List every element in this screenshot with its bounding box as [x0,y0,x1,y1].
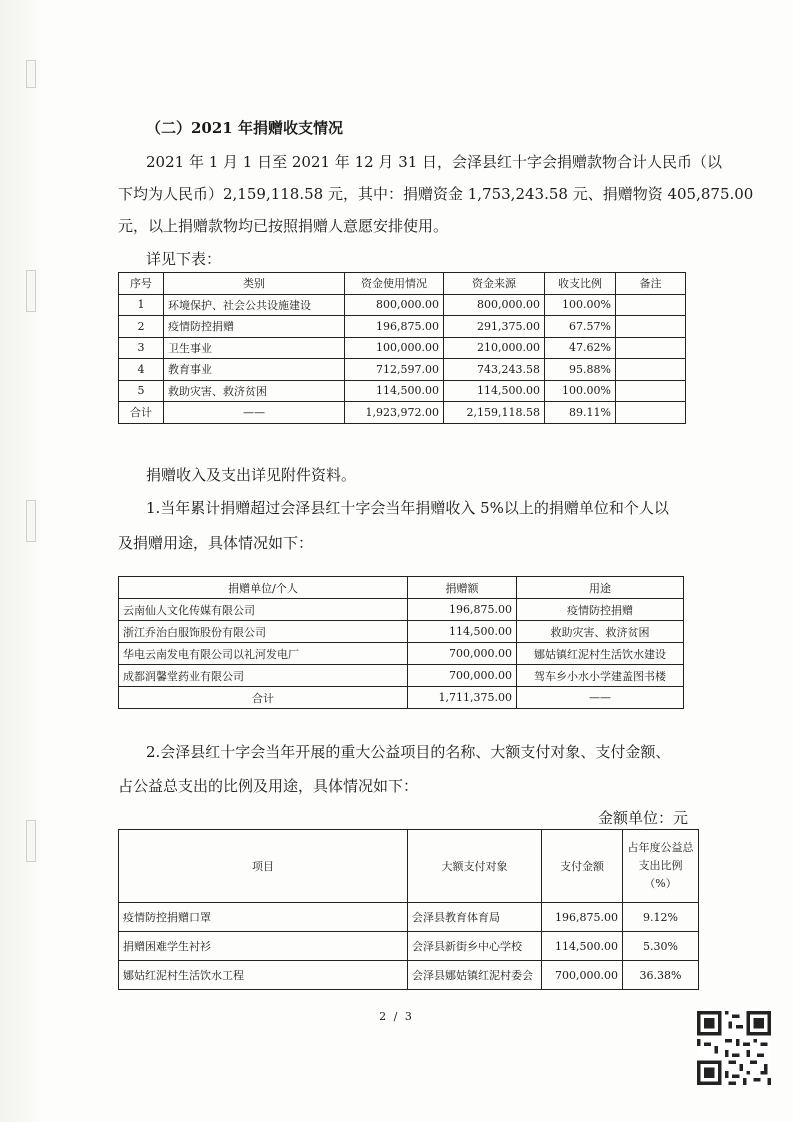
paragraph-line: 1.当年累计捐赠超过会泽县红十字会当年捐赠收入 5%以上的捐赠单位和个人以 [146,499,669,517]
table-row [119,665,684,687]
column-header: 用途 [517,577,684,599]
row-number: 2 [119,316,164,338]
column-header: 占年度公益总支出比例（%） [623,830,699,903]
project-cell: 捐赠困难学生衬衫 [119,932,408,961]
use-cell: 100,000.00 [345,337,444,359]
scan-margin [0,0,40,1122]
table-header-row [119,273,686,295]
paragraph-line: 元，以上捐赠款物均已按照捐赠人意愿安排使用。 [118,217,449,235]
paragraph-line: 及捐赠用途，具体情况如下： [118,534,314,552]
row-number: 3 [119,337,164,359]
ratio-cell: 100.00% [545,294,616,316]
purpose-cell: —— [517,687,684,709]
table-header-row [119,830,699,903]
ratio-cell: 100.00% [545,380,616,402]
paragraph-line: 占公益总支出的比例及用途，具体情况如下： [118,777,419,795]
amount-cell: 700,000.00 [408,665,517,687]
project-cell: 娜姑红泥村生活饮水工程 [119,961,408,990]
amount-cell: 196,875.00 [408,599,517,621]
unit-label: 金额单位：元 [598,809,689,827]
ratio-cell: 9.12% [623,903,699,932]
ratio-cell: 95.88% [545,359,616,381]
category-cell: —— [164,402,345,424]
donor-cell: 华电云南发电有限公司以礼河发电厂 [119,643,408,665]
purpose-cell: 驾车乡小水小学建盖图书楼 [517,665,684,687]
column-header: 收支比例 [545,273,616,295]
column-header: 备注 [616,273,686,295]
use-cell: 114,500.00 [345,380,444,402]
donation-summary-table [118,272,686,424]
column-header: 类别 [164,273,345,295]
note-cell [616,316,686,338]
amount-cell: 114,500.00 [542,932,623,961]
donor-cell: 浙江乔治白服饰股份有限公司 [119,621,408,643]
note-cell [616,294,686,316]
table-total-row [119,687,684,709]
table-row [119,294,686,316]
ratio-cell: 5.30% [623,932,699,961]
total-label: 合计 [119,687,408,709]
category-cell: 救助灾害、救济贫困 [164,380,345,402]
category-cell: 疫情防控捐赠 [164,316,345,338]
project-cell: 疫情防控捐赠口罩 [119,903,408,932]
table-row [119,932,699,961]
column-header: 序号 [119,273,164,295]
binding-hole-mark [26,820,36,862]
table-row [119,380,686,402]
amount-cell: 1,711,375.00 [408,687,517,709]
table-row [119,903,699,932]
column-header: 捐赠额 [408,577,517,599]
note-cell [616,380,686,402]
table-row [119,316,686,338]
page-number: 2 / 3 [379,1010,414,1023]
see-table-label: 详见下表： [146,250,222,268]
payee-cell: 会泽县新街乡中心学校 [408,932,542,961]
amount-cell: 114,500.00 [408,621,517,643]
attachment-note: 捐赠收入及支出详见附件资料。 [146,466,357,484]
row-number: 5 [119,380,164,402]
row-number: 4 [119,359,164,381]
source-cell: 210,000.00 [444,337,545,359]
note-cell [616,359,686,381]
ratio-cell: 47.62% [545,337,616,359]
source-cell: 800,000.00 [444,294,545,316]
category-cell: 教育事业 [164,359,345,381]
column-header: 支付金额 [542,830,623,903]
total-label: 合计 [119,402,164,424]
table-row [119,599,684,621]
source-cell: 743,243.58 [444,359,545,381]
column-header: 资金使用情况 [345,273,444,295]
table-row [119,337,686,359]
payee-cell: 会泽县娜姑镇红泥村委会 [408,961,542,990]
ratio-cell: 36.38% [623,961,699,990]
use-cell: 712,597.00 [345,359,444,381]
table-total-row [119,402,686,424]
amount-cell: 196,875.00 [542,903,623,932]
column-header: 项目 [119,830,408,903]
paragraph-line: 2.会泽县红十字会当年开展的重大公益项目的名称、大额支付对象、支付金额、 [146,743,671,761]
source-cell: 114,500.00 [444,380,545,402]
source-cell: 2,159,118.58 [444,402,545,424]
use-cell: 196,875.00 [345,316,444,338]
column-header: 大额支付对象 [408,830,542,903]
note-cell [616,337,686,359]
paragraph-line: 下均为人民币）2,159,118.58 元，其中：捐赠资金 1,753,243.58 元、捐赠物资 405,875.00 [118,185,754,203]
donor-cell: 云南仙人文化传媒有限公司 [119,599,408,621]
column-header: 资金来源 [444,273,545,295]
binding-hole-mark [26,60,36,88]
binding-hole-mark [26,270,36,312]
table-row [119,359,686,381]
payee-cell: 会泽县教育体育局 [408,903,542,932]
category-cell: 环境保护、社会公共设施建设 [164,294,345,316]
source-cell: 291,375.00 [444,316,545,338]
binding-hole-mark [26,500,36,542]
use-cell: 800,000.00 [345,294,444,316]
use-cell: 1,923,972.00 [345,402,444,424]
purpose-cell: 救助灾害、救济贫困 [517,621,684,643]
table-header-row [119,577,684,599]
qr-code-icon [697,1010,771,1086]
ratio-cell: 67.57% [545,316,616,338]
donor-cell: 成都润馨堂药业有限公司 [119,665,408,687]
purpose-cell: 疫情防控捐赠 [517,599,684,621]
amount-cell: 700,000.00 [542,961,623,990]
purpose-cell: 娜姑镇红泥村生活饮水建设 [517,643,684,665]
note-cell [616,402,686,424]
paragraph-line: 2021 年 1 月 1 日至 2021 年 12 月 31 日，会泽县红十字会捐赠款物合计人民币（以 [146,153,723,171]
major-donors-table [118,576,684,709]
ratio-cell: 89.11% [545,402,616,424]
table-row [119,643,684,665]
row-number: 1 [119,294,164,316]
table-row [119,961,699,990]
column-header: 捐赠单位/个人 [119,577,408,599]
section-title: （二）2021 年捐赠收支情况 [146,119,343,137]
category-cell: 卫生事业 [164,337,345,359]
major-projects-table [118,829,699,990]
table-row [119,621,684,643]
amount-cell: 700,000.00 [408,643,517,665]
